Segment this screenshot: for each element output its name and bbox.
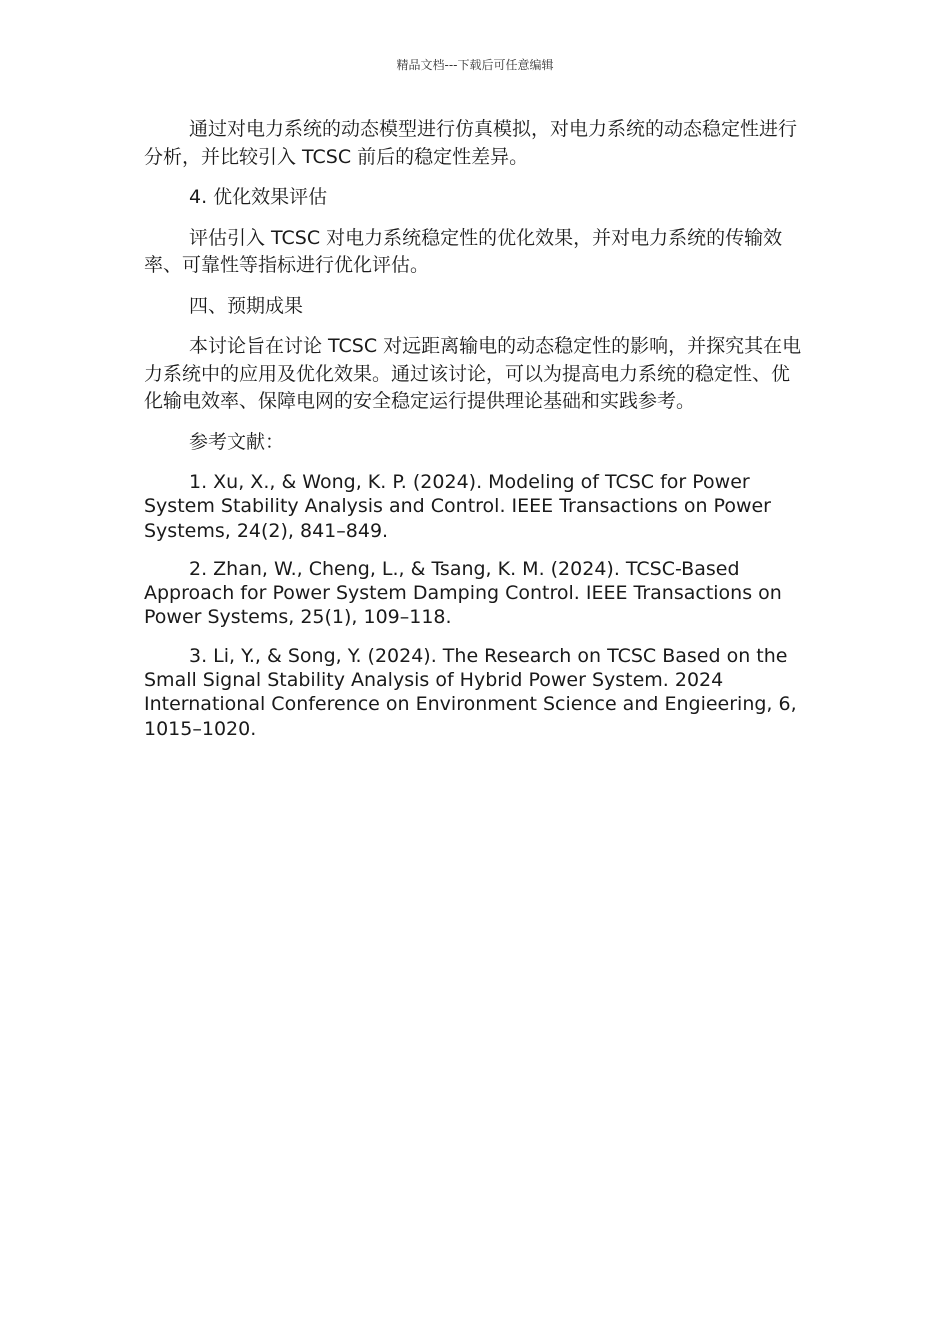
- heading-expected-results: 四、预期成果: [189, 294, 304, 317]
- paragraph-evaluation: 评估引入 TCSC 对电力系统稳定性的优化效果，并对电力系统的传输效率、可靠性等指标进行优化评估。: [144, 226, 783, 276]
- reference-item: 3. Li, Y., & Song, Y. (2024). The Research on TCSC Based on the Small Signal Stability Analysis of Hybrid Power System. 2024 International Conference on Environment Science and Engieering, 6, 1015–1020.: [144, 644, 797, 740]
- paragraph-simulation: 通过对电力系统的动态模型进行仿真模拟，对电力系统的动态稳定性进行分析，并比较引入 TCSC 前后的稳定性差异。: [144, 118, 798, 168]
- paragraph-expected-results: 本讨论旨在讨论 TCSC 对远距离输电的动态稳定性的影响，并探究其在电力系统中的应用及优化效果。通过该讨论，可以为提高电力系统的稳定性、优化输电效率、保障电网的安全稳定运行提供理论基础和实践参考。: [144, 335, 802, 412]
- heading-optimization-evaluation: 4. 优化效果评估: [189, 186, 328, 208]
- page-header: 精品文档---下载后可任意编辑: [396, 58, 554, 72]
- references-title: 参考文献：: [189, 430, 285, 453]
- document-body: [144, 116, 804, 741]
- reference-item: 2. Zhan, W., Cheng, L., & Tsang, K. M. (2024). TCSC-Based Approach for Power System Damping Control. IEEE Transactions on Power Systems, 25(1), 109–118.: [144, 557, 782, 629]
- reference-item: 1. Xu, X., & Wong, K. P. (2024). Modeling of TCSC for Power System Stability Analysis and Control. IEEE Transactions on Power Systems, 24(2), 841–849.: [144, 471, 771, 542]
